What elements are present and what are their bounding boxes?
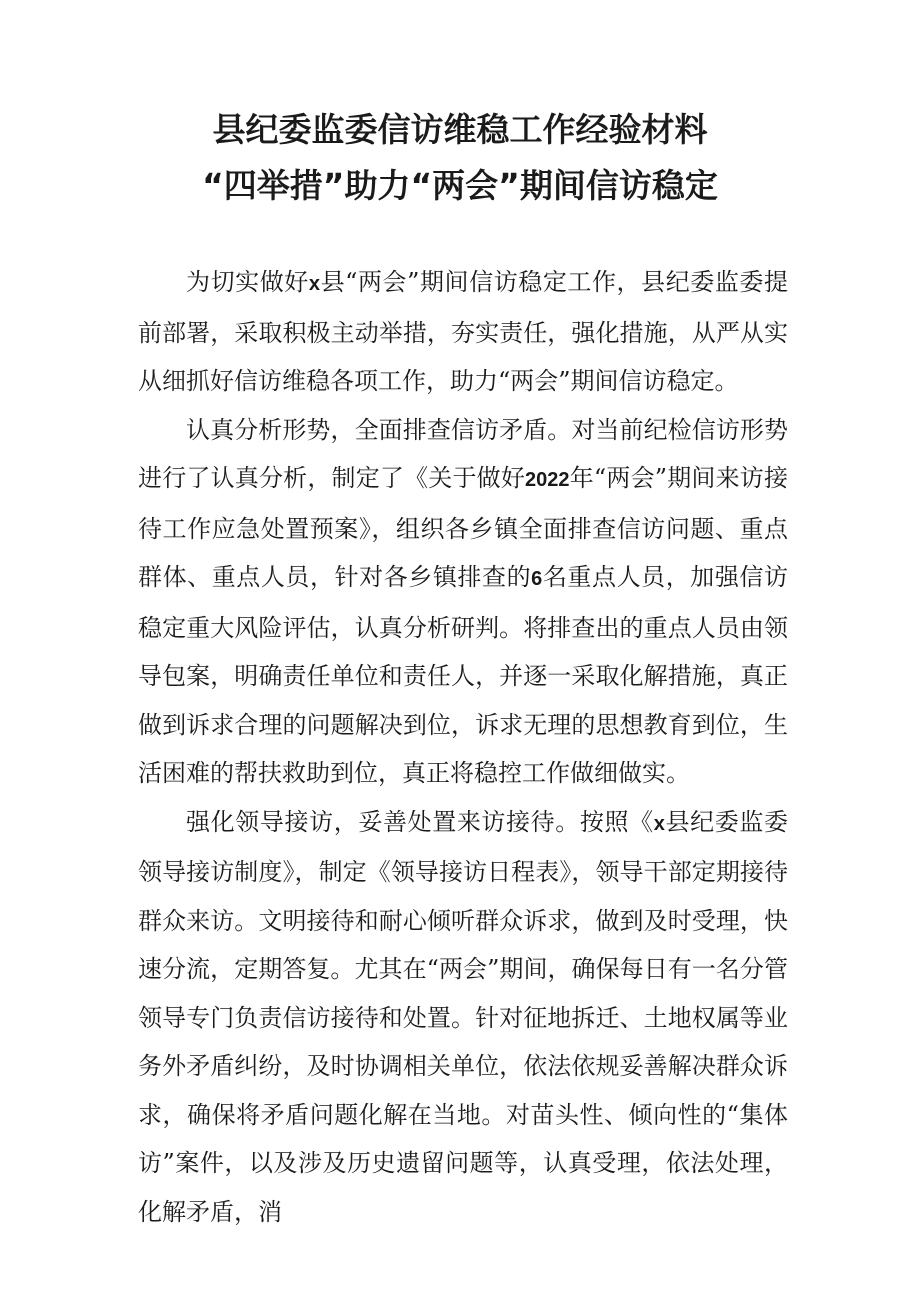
document-body <box>138 258 788 1236</box>
county-placeholder: x <box>653 812 665 835</box>
paragraph-text: 强化领导接访，妥善处置来访接待。按照《 <box>186 807 654 836</box>
county-placeholder: x <box>308 273 320 295</box>
paragraph-text: 年“两会”期间来访接待工作应急处置预案》，组织各乡镇全面排查信访问题、重点群体、重点人员，针对各乡镇排查的 <box>138 464 788 591</box>
paragraph-intro <box>138 258 788 406</box>
document-subtitle: “四举措”助力“两会”期间信访稳定 <box>202 166 718 205</box>
document-title: 县纪委监委信访维稳工作经验材料 <box>212 110 708 149</box>
person-count: 6 <box>531 568 543 590</box>
paragraph-reception <box>138 798 788 1237</box>
paragraph-text: 县“两会”期间信访稳定工作，县纪委监委提前部署，采取积极主动举措，夯实责任，强化措施，从严从实从细抓好信访维稳各项工作，助力“两会”期间信访稳定。 <box>138 268 789 395</box>
paragraph-text: 县纪委监委领导接访制度》，制定《领导接访日程表》，领导干部定期接待群众来访。文明接待和耐心倾听群众诉求，做到及时受理，快速分流，定期答复。尤其在“两会”期间，确保每日有一名分管领导专门负责信访接待和处置。针对征地拆迁、土地权属等业务外矛盾纠纷，及时协调相关单位，依法依规妥善解决群众诉求，确保将矛盾问题化解在当地。对苗头性、倾向性的“集体访”案件，以及涉及历史遗留问题等，认真受理，依法处理，化解矛盾，消 <box>138 807 789 1226</box>
year-number: 2022 <box>525 469 570 491</box>
paragraph-analysis <box>138 406 788 798</box>
paragraph-text: 为切实做好 <box>186 268 309 296</box>
paragraph-text: 名重点人员，加强信访稳定重大风险评估，认真分析研判。将排查出的重点人员由领导包案，明确责任单位和责任人，并逐一采取化解措施，真正做到诉求合理的问题解决到位，诉求无理的思想教育到位，生活困难的帮扶救助到位，真正将稳控工作做细做实。 <box>138 563 789 787</box>
paragraph-text: 认真分析形势，全面排查信访矛盾。对当前纪检信访形势进行了认真分析，制定了《关于做好 <box>138 415 788 492</box>
